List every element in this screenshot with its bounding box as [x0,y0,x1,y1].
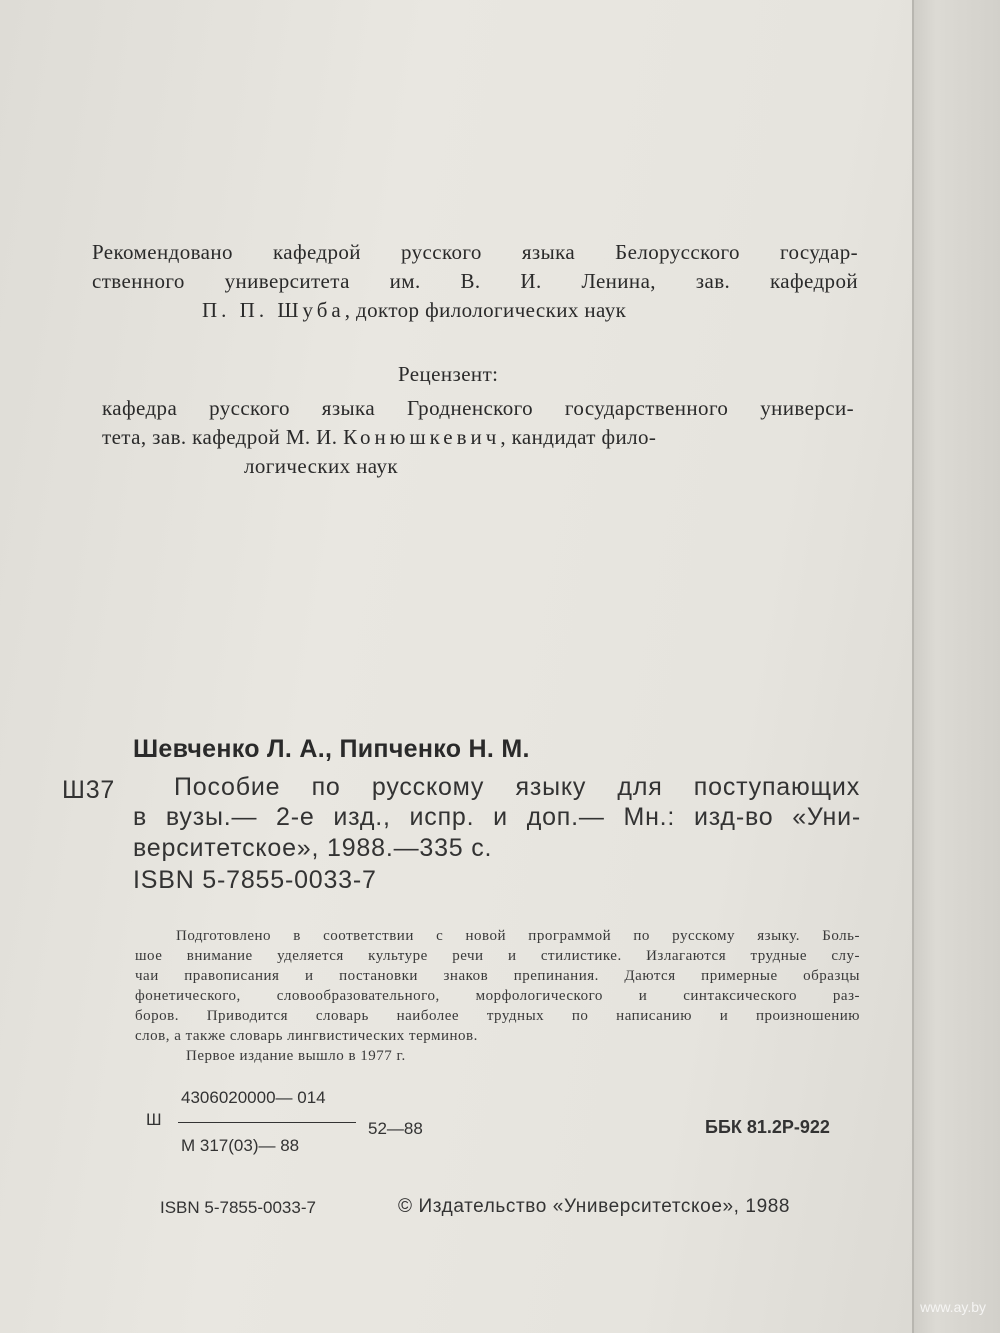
watermark: www.ay.by [920,1299,986,1315]
fraction-line [178,1122,356,1123]
code-denominator: М 317(03)— 88 [181,1136,300,1155]
code-letter: Ш [146,1110,162,1129]
head-of-department-degree: , доктор филологических наук [344,298,627,322]
catalog-isbn: ISBN 5-7855-0033-7 [133,866,377,894]
book-title-line-3: верситетское», 1988.—335 с. [133,834,493,862]
annotation-line-4: фонетического, словообразовательного, морфологического и синтаксического раз- [135,988,860,1004]
reviewer-line-3: логических наук [244,454,398,478]
authors: Шевченко Л. А., Пипченко Н. М. [133,735,530,763]
footer-isbn: ISBN 5-7855-0033-7 [160,1198,316,1217]
recommendation-line-3 [202,298,626,323]
code-numerator: 4306020000— 014 [181,1088,326,1107]
recommendation-line-2: ственного университета им. В. И. Ленина, зав. кафедрой [92,269,858,293]
annotation-line-3: чаи правописания и постановки знаков препинания. Даются примерные образцы [135,968,860,984]
reviewer-heading: Рецензент: [398,362,499,386]
reviewer-line-2-start: тета, зав. кафедрой М. И. [102,425,338,449]
annotation-line-6: слов, а также словарь лингвистических терминов. [135,1028,478,1044]
reviewer-line-2-end: , кандидат фило- [500,425,657,449]
annotation-line-1: Подготовлено в соответствии с новой программой по русскому языку. Боль- [176,928,860,944]
next-page-edge [912,0,1000,1333]
annotation-line-2: шое внимание уделяется культуре речи и стилистике. Излагаются трудные слу- [135,948,860,964]
head-of-department-name: П. П. Шуба [202,298,345,322]
bbk-code: ББК 81.2Р-922 [705,1117,830,1137]
book-title-line-2: в вузы.— 2-е изд., испр. и доп.— Мн.: изд-во «Уни- [133,803,861,831]
reviewer-name: Конюшкевич [343,425,501,449]
annotation-line-5: боров. Приводится словарь наиболее трудных по написанию и произношению [135,1008,860,1024]
code-suffix: 52—88 [368,1119,423,1138]
book-title-line-1: Пособие по русскому языку для поступающих [174,773,860,801]
copyright: © Издательство «Университетское», 1988 [398,1196,791,1217]
reviewer-line-1: кафедра русского языка Гродненского государственного универси- [102,396,854,420]
first-edition-note: Первое издание вышло в 1977 г. [186,1048,406,1064]
catalog-code: Ш37 [62,776,116,804]
reviewer-line-2 [102,425,656,450]
recommendation-line-1: Рекомендовано кафедрой русского языка Белорусского государ- [92,240,858,264]
